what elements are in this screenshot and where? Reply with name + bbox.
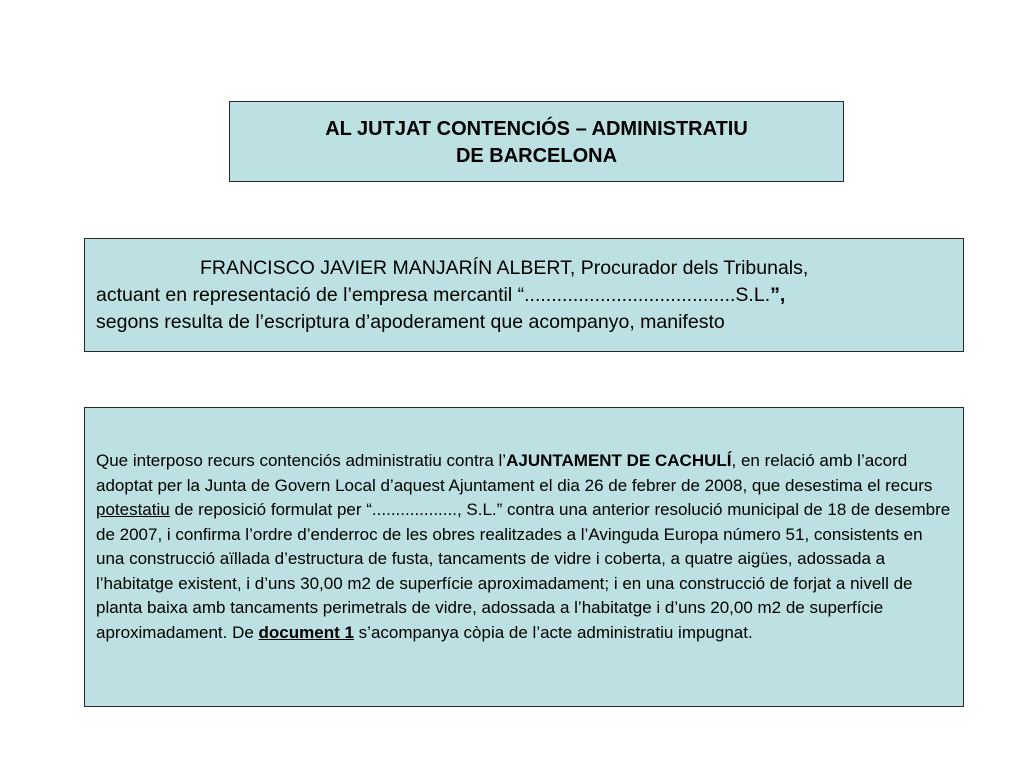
intro-line-2: actuant en representació de l’empresa mercantil “.......................................S.L.: [96, 284, 771, 306]
body-text-part-3: de reposició formulat per “.................., S.L.” contra una anterior resolució municipal de 18 de desembre de 2007, i confirma l’ordre d’enderroc de les obres realitzades a l’Avinguda Europa número 51, consistents en una construcció aïllada d’estructura de fusta, tancaments de vidre i coberta, a quatre aigües, adossada a l’habitatge existent, i d’uns 30,00 m2 de superfície aproximadament; i en una construcció de forjat a nivell de planta baixa amb tancaments perimetrals de vidre, adossada a l’habitatge i d’uns 20,00 m2 de superfície aproximadament. De: [96, 500, 951, 642]
intro-line-1: FRANCISCO JAVIER MANJARÍN ALBERT, Procurador dels Tribunals,: [200, 257, 809, 279]
body-box: [84, 407, 964, 707]
title-line-2: DE BARCELONA: [455, 145, 618, 167]
potestatiu-word: potestatiu: [96, 500, 170, 519]
document-reference: document 1: [258, 622, 354, 642]
body-text-part-4: s’acompanya còpia de l’acte administratiu impugnat.: [353, 622, 753, 642]
title-line-1: AL JUTJAT CONTENCIÓS – ADMINISTRATIU: [325, 118, 748, 140]
body-text-part-2: , en relació amb l’acord adoptat per la Junta de Govern Local d’aquest Ajuntament el dia 26 de febrer de 2008, que desestima el recurs: [96, 451, 933, 495]
intro-line-2-close-quote: ”,: [770, 284, 786, 306]
intro-box: [84, 238, 964, 352]
title-box: [229, 101, 844, 182]
body-text-part-1: Que interposo recurs contenciós administratiu contra l’: [96, 451, 507, 470]
intro-line-3: segons resulta de l’escriptura d’apoderament que acompanyo, manifesto: [96, 311, 725, 333]
entity-name: AJUNTAMENT DE CACHULÍ: [506, 451, 732, 470]
